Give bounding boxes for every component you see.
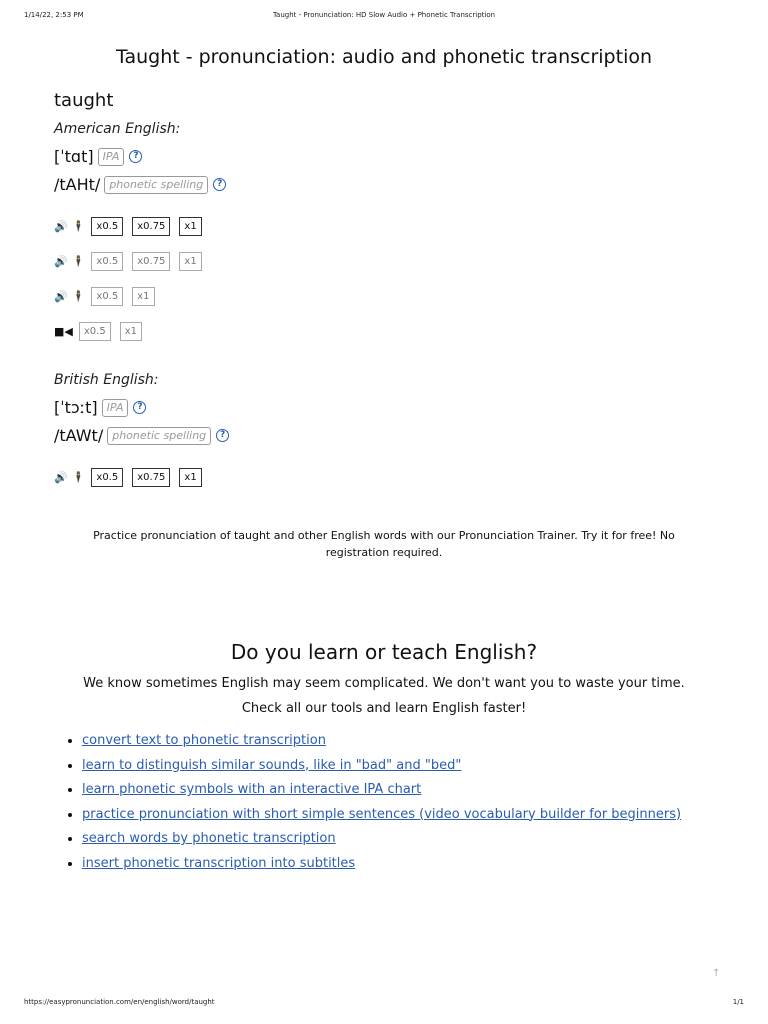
speed-button[interactable]: x1 bbox=[179, 217, 201, 236]
print-header bbox=[24, 11, 744, 23]
british-ipa-text: [ˈtɔːt] bbox=[54, 398, 98, 417]
person-icon: 🕴 bbox=[71, 470, 86, 484]
list-item bbox=[82, 756, 681, 781]
variant-label-american: American English: bbox=[54, 121, 181, 137]
list-item bbox=[82, 805, 681, 830]
person-icon: 🕴 bbox=[71, 289, 86, 303]
tool-link[interactable]: insert phonetic transcription into subtitles bbox=[82, 855, 356, 871]
word-heading: taught bbox=[54, 90, 114, 111]
speed-button[interactable]: x0.5 bbox=[91, 468, 123, 487]
list-item bbox=[82, 829, 681, 854]
speaker-icon[interactable]: 🔊 bbox=[54, 254, 68, 268]
american-video-row bbox=[54, 321, 151, 341]
american-audio-row-1 bbox=[54, 216, 211, 236]
page-title: Taught - pronunciation: audio and phonetic transcription bbox=[115, 46, 653, 68]
british-ipa-row bbox=[54, 398, 146, 417]
help-icon[interactable]: ? bbox=[213, 178, 226, 191]
british-audio-row-1 bbox=[54, 467, 211, 487]
american-ipa-text: [ˈtɑt] bbox=[54, 147, 94, 166]
tool-link[interactable]: learn to distinguish similar sounds, like in "bad" and "bed" bbox=[82, 757, 462, 773]
speed-button[interactable]: x0.5 bbox=[79, 322, 111, 341]
british-ipa-box[interactable]: IPA bbox=[102, 399, 129, 417]
video-camera-icon[interactable]: ■◀ bbox=[54, 324, 73, 338]
list-item bbox=[82, 731, 681, 756]
print-url: https://easypronunciation.com/en/english/word/taught bbox=[24, 998, 215, 1006]
speed-button[interactable]: x1 bbox=[132, 287, 154, 306]
american-ipa-row bbox=[54, 147, 142, 166]
speed-button[interactable]: x1 bbox=[179, 468, 201, 487]
speed-button[interactable]: x0.5 bbox=[91, 287, 123, 306]
promo-text: Practice pronunciation of taught and other English words with our Pronunciation Trainer. Try it for free! No registration required. bbox=[93, 529, 675, 559]
american-phonetic-box[interactable]: phonetic spelling bbox=[104, 176, 208, 194]
help-icon[interactable]: ? bbox=[129, 150, 142, 163]
cta-line-1: We know sometimes English may seem complicated. We don't want you to waste your time. bbox=[83, 676, 685, 691]
list-item bbox=[82, 854, 681, 879]
cta-line-2: Check all our tools and learn English faster! bbox=[241, 701, 527, 716]
british-phonetic-box[interactable]: phonetic spelling bbox=[107, 427, 211, 445]
tool-link[interactable]: practice pronunciation with short simple sentences (video vocabulary builder for beginners) bbox=[82, 806, 682, 822]
tool-link[interactable]: learn phonetic symbols with an interactive IPA chart bbox=[82, 782, 422, 797]
speed-button[interactable]: x0.75 bbox=[132, 252, 170, 271]
print-footer bbox=[24, 998, 744, 1010]
speaker-icon[interactable]: 🔊 bbox=[54, 470, 68, 484]
print-doc-title: Taught - Pronunciation: HD Slow Audio + Phonetic Transcription bbox=[272, 11, 496, 19]
list-item bbox=[82, 780, 681, 805]
tool-link[interactable]: convert text to phonetic transcription bbox=[82, 733, 326, 748]
speed-button[interactable]: x0.75 bbox=[132, 468, 170, 487]
person-icon: 🕴 bbox=[71, 254, 86, 268]
print-page-number: 1/1 bbox=[732, 998, 744, 1006]
american-audio-row-3 bbox=[54, 286, 164, 306]
british-phonetic-row bbox=[54, 426, 229, 445]
british-phonetic-text: /tAWt/ bbox=[54, 426, 104, 445]
person-icon: 🕴 bbox=[71, 219, 86, 233]
tool-link[interactable]: search words by phonetic transcription bbox=[82, 831, 336, 846]
help-icon[interactable]: ? bbox=[133, 401, 146, 414]
american-phonetic-text: /tAHt/ bbox=[54, 175, 101, 194]
american-ipa-box[interactable]: IPA bbox=[98, 148, 125, 166]
speed-button[interactable]: x1 bbox=[179, 252, 201, 271]
speed-button[interactable]: x0.5 bbox=[91, 217, 123, 236]
tools-list bbox=[64, 731, 681, 878]
variant-label-british: British English: bbox=[54, 372, 159, 388]
american-phonetic-row bbox=[54, 175, 226, 194]
print-date: 1/14/22, 2:53 PM bbox=[24, 11, 84, 19]
speed-button[interactable]: x1 bbox=[120, 322, 142, 341]
speed-button[interactable]: x0.5 bbox=[91, 252, 123, 271]
speed-button[interactable]: x0.75 bbox=[132, 217, 170, 236]
arrow-up-icon[interactable]: ↑ bbox=[712, 968, 721, 979]
cta-heading: Do you learn or teach English? bbox=[230, 640, 538, 664]
speaker-icon[interactable]: 🔊 bbox=[54, 219, 68, 233]
american-audio-row-2 bbox=[54, 251, 211, 271]
speaker-icon[interactable]: 🔊 bbox=[54, 289, 68, 303]
help-icon[interactable]: ? bbox=[216, 429, 229, 442]
